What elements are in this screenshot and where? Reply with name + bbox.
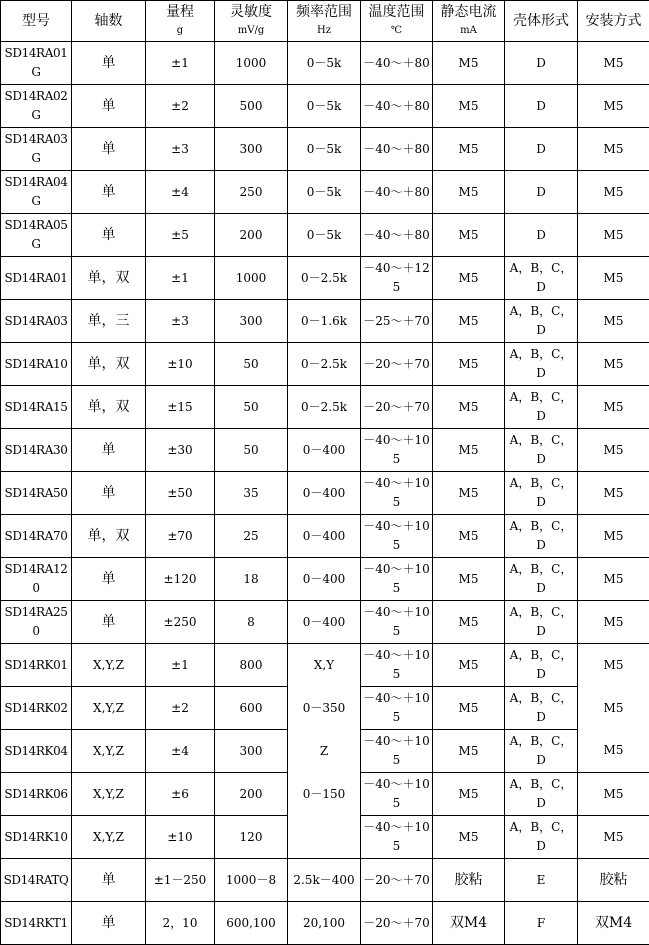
model-cell: SD14RA04G bbox=[1, 171, 72, 214]
temperature-cell: －40～＋105 bbox=[361, 773, 433, 816]
temperature-cell: －40～＋105 bbox=[361, 816, 433, 859]
model-cell: SD14RA250 bbox=[1, 601, 72, 644]
sensitivity-cell: 1000 bbox=[215, 257, 288, 300]
axes-cell: 单 bbox=[72, 558, 146, 601]
housing-cell: A，B，C，D bbox=[505, 386, 578, 429]
mounting-cell: M5 bbox=[578, 601, 649, 644]
mounting-cell: M5 bbox=[578, 343, 649, 386]
frequency-cell: 0－1.6k bbox=[288, 300, 361, 343]
table-row bbox=[1, 601, 649, 644]
range-cell: ±1 bbox=[146, 42, 215, 85]
table-row bbox=[1, 42, 649, 85]
header-model: 型号 bbox=[1, 1, 72, 42]
temperature-cell: －20～＋70 bbox=[361, 386, 433, 429]
mounting-cell: M5 bbox=[578, 558, 649, 601]
axes-cell: 单，三 bbox=[72, 300, 146, 343]
model-cell: SD14RA10 bbox=[1, 343, 72, 386]
axes-cell: X,Y,Z bbox=[72, 773, 146, 816]
sensitivity-cell: 600 bbox=[215, 687, 288, 730]
sensitivity-cell: 35 bbox=[215, 472, 288, 515]
mounting-cell: M5 bbox=[578, 128, 649, 171]
sensitivity-cell: 500 bbox=[215, 85, 288, 128]
header-housing: 壳体形式 bbox=[505, 1, 578, 42]
housing-cell: E bbox=[505, 859, 578, 902]
range-cell: ±50 bbox=[146, 472, 215, 515]
model-cell: SD14RA50 bbox=[1, 472, 72, 515]
range-cell: ±6 bbox=[146, 773, 215, 816]
temperature-cell: －40～＋80 bbox=[361, 85, 433, 128]
current-cell: M5 bbox=[433, 429, 505, 472]
range-cell: ±5 bbox=[146, 214, 215, 257]
current-cell: 双M4 bbox=[433, 902, 505, 945]
header-temperature: 温度范围 ℃ bbox=[361, 1, 433, 42]
current-cell: M5 bbox=[433, 42, 505, 85]
axes-cell: 单 bbox=[72, 902, 146, 945]
current-cell: M5 bbox=[433, 214, 505, 257]
mounting-cell: M5 bbox=[578, 386, 649, 429]
housing-cell: A，B，C，D bbox=[505, 257, 578, 300]
range-cell: ±10 bbox=[146, 343, 215, 386]
frequency-cell: 0－400 bbox=[288, 601, 361, 644]
housing-cell: A，B，C，D bbox=[505, 687, 578, 730]
sensitivity-cell: 200 bbox=[215, 214, 288, 257]
temperature-cell: －20～＋70 bbox=[361, 902, 433, 945]
range-cell: ±1 bbox=[146, 644, 215, 687]
frequency-cell: 0－150 bbox=[288, 773, 361, 816]
range-cell: ±3 bbox=[146, 128, 215, 171]
axes-cell: X,Y,Z bbox=[72, 687, 146, 730]
table-row bbox=[1, 429, 649, 472]
sensitivity-cell: 300 bbox=[215, 300, 288, 343]
header-frequency: 频率范围 Hz bbox=[288, 1, 361, 42]
current-cell: M5 bbox=[433, 816, 505, 859]
model-cell: SD14RA15 bbox=[1, 386, 72, 429]
table-row bbox=[1, 214, 649, 257]
sensitivity-cell: 300 bbox=[215, 730, 288, 773]
mounting-cell: 胶粘 bbox=[578, 859, 649, 902]
mounting-cell: M5 bbox=[578, 687, 649, 730]
range-cell: ±1－250 bbox=[146, 859, 215, 902]
table-row bbox=[1, 85, 649, 128]
frequency-cell: 0－5k bbox=[288, 171, 361, 214]
table-row bbox=[1, 816, 649, 859]
axes-cell: 单 bbox=[72, 214, 146, 257]
range-cell: ±10 bbox=[146, 816, 215, 859]
table-row bbox=[1, 859, 649, 902]
table-row bbox=[1, 773, 649, 816]
axes-cell: 单，双 bbox=[72, 386, 146, 429]
temperature-cell: －40～＋105 bbox=[361, 515, 433, 558]
frequency-cell: 0－2.5k bbox=[288, 386, 361, 429]
model-cell: SD14RA05G bbox=[1, 214, 72, 257]
range-cell: ±3 bbox=[146, 300, 215, 343]
table-row bbox=[1, 515, 649, 558]
model-cell: SD14RK10 bbox=[1, 816, 72, 859]
range-cell: ±70 bbox=[146, 515, 215, 558]
model-cell: SD14RA30 bbox=[1, 429, 72, 472]
model-cell: SD14RA01G bbox=[1, 42, 72, 85]
axes-cell: 单 bbox=[72, 859, 146, 902]
range-cell: ±2 bbox=[146, 687, 215, 730]
table-row bbox=[1, 128, 649, 171]
frequency-cell: 0－400 bbox=[288, 472, 361, 515]
temperature-cell: －40～＋105 bbox=[361, 687, 433, 730]
frequency-cell: 20,100 bbox=[288, 902, 361, 945]
model-cell: SD14RKT1 bbox=[1, 902, 72, 945]
housing-cell: A，B，C，D bbox=[505, 429, 578, 472]
temperature-cell: －40～＋105 bbox=[361, 558, 433, 601]
sensitivity-cell: 300 bbox=[215, 128, 288, 171]
frequency-cell bbox=[288, 816, 361, 859]
sensitivity-cell: 50 bbox=[215, 386, 288, 429]
sensitivity-cell: 1000 bbox=[215, 42, 288, 85]
model-cell: SD14RA03 bbox=[1, 300, 72, 343]
axes-cell: 单 bbox=[72, 128, 146, 171]
housing-cell: A，B，C，D bbox=[505, 730, 578, 773]
range-cell: ±30 bbox=[146, 429, 215, 472]
current-cell: M5 bbox=[433, 171, 505, 214]
range-cell: ±15 bbox=[146, 386, 215, 429]
temperature-cell: －40～＋105 bbox=[361, 429, 433, 472]
current-cell: M5 bbox=[433, 300, 505, 343]
axes-cell: X,Y,Z bbox=[72, 644, 146, 687]
frequency-cell: 0－350 bbox=[288, 687, 361, 730]
frequency-cell: 0－5k bbox=[288, 42, 361, 85]
housing-cell: D bbox=[505, 214, 578, 257]
current-cell: M5 bbox=[433, 601, 505, 644]
axes-cell: 单 bbox=[72, 42, 146, 85]
header-current: 静态电流 mA bbox=[433, 1, 505, 42]
mounting-cell: M5 bbox=[578, 429, 649, 472]
range-cell: ±1 bbox=[146, 257, 215, 300]
mounting-cell: M5 bbox=[578, 472, 649, 515]
range-cell: ±4 bbox=[146, 730, 215, 773]
frequency-cell: 0－400 bbox=[288, 515, 361, 558]
model-cell: SD14RA01 bbox=[1, 257, 72, 300]
frequency-cell: 2.5k－400 bbox=[288, 859, 361, 902]
axes-cell: X,Y,Z bbox=[72, 816, 146, 859]
temperature-cell: －40～＋105 bbox=[361, 644, 433, 687]
model-cell: SD14RK01 bbox=[1, 644, 72, 687]
current-cell: M5 bbox=[433, 386, 505, 429]
housing-cell: D bbox=[505, 85, 578, 128]
frequency-cell: 0－400 bbox=[288, 429, 361, 472]
temperature-cell: －25～＋70 bbox=[361, 300, 433, 343]
sensitivity-cell: 600,100 bbox=[215, 902, 288, 945]
sensitivity-cell: 250 bbox=[215, 171, 288, 214]
model-cell: SD14RA03G bbox=[1, 128, 72, 171]
housing-cell: A，B，C，D bbox=[505, 515, 578, 558]
current-cell: M5 bbox=[433, 85, 505, 128]
sensitivity-cell: 200 bbox=[215, 773, 288, 816]
axes-cell: 单 bbox=[72, 429, 146, 472]
axes-cell: 单 bbox=[72, 85, 146, 128]
sensitivity-cell: 50 bbox=[215, 343, 288, 386]
housing-cell: A，B，C，D bbox=[505, 816, 578, 859]
housing-cell: D bbox=[505, 171, 578, 214]
mounting-cell: M5 bbox=[578, 300, 649, 343]
model-cell: SD14RATQ bbox=[1, 859, 72, 902]
mounting-cell: M5 bbox=[578, 816, 649, 859]
current-cell: M5 bbox=[433, 773, 505, 816]
current-cell: M5 bbox=[433, 644, 505, 687]
housing-cell: A，B，C，D bbox=[505, 644, 578, 687]
header-mounting: 安装方式 bbox=[578, 1, 649, 42]
model-cell: SD14RA02G bbox=[1, 85, 72, 128]
current-cell: M5 bbox=[433, 343, 505, 386]
table-row bbox=[1, 644, 649, 687]
table-row bbox=[1, 687, 649, 730]
frequency-cell: 0－400 bbox=[288, 558, 361, 601]
mounting-cell: M5 bbox=[578, 42, 649, 85]
table-row bbox=[1, 730, 649, 773]
table-body bbox=[1, 42, 649, 945]
housing-cell: D bbox=[505, 128, 578, 171]
temperature-cell: －20～＋70 bbox=[361, 343, 433, 386]
mounting-cell: M5 bbox=[578, 171, 649, 214]
housing-cell: A，B，C，D bbox=[505, 343, 578, 386]
model-cell: SD14RA120 bbox=[1, 558, 72, 601]
frequency-cell: 0－5k bbox=[288, 128, 361, 171]
current-cell: M5 bbox=[433, 515, 505, 558]
sensitivity-cell: 50 bbox=[215, 429, 288, 472]
table-row bbox=[1, 558, 649, 601]
temperature-cell: －40～＋105 bbox=[361, 472, 433, 515]
model-cell: SD14RK02 bbox=[1, 687, 72, 730]
housing-cell: A，B，C，D bbox=[505, 773, 578, 816]
temperature-cell: －40～＋80 bbox=[361, 42, 433, 85]
temperature-cell: －40～＋105 bbox=[361, 730, 433, 773]
axes-cell: 单 bbox=[72, 472, 146, 515]
current-cell: 胶粘 bbox=[433, 859, 505, 902]
temperature-cell: －40～＋125 bbox=[361, 257, 433, 300]
temperature-cell: －20～＋70 bbox=[361, 859, 433, 902]
range-cell: ±250 bbox=[146, 601, 215, 644]
header-row bbox=[1, 1, 649, 42]
housing-cell: A，B，C，D bbox=[505, 558, 578, 601]
temperature-cell: －40～＋80 bbox=[361, 128, 433, 171]
table-row bbox=[1, 472, 649, 515]
current-cell: M5 bbox=[433, 128, 505, 171]
table-row bbox=[1, 902, 649, 945]
table-row bbox=[1, 257, 649, 300]
frequency-cell: X,Y bbox=[288, 644, 361, 687]
frequency-cell: 0－2.5k bbox=[288, 257, 361, 300]
axes-cell: 单 bbox=[72, 171, 146, 214]
axes-cell: X,Y,Z bbox=[72, 730, 146, 773]
range-cell: ±4 bbox=[146, 171, 215, 214]
range-cell: 2，10 bbox=[146, 902, 215, 945]
sensitivity-cell: 1000－8 bbox=[215, 859, 288, 902]
mounting-cell: M5 bbox=[578, 257, 649, 300]
sensitivity-cell: 800 bbox=[215, 644, 288, 687]
sensitivity-cell: 120 bbox=[215, 816, 288, 859]
mounting-cell: M5 bbox=[578, 644, 649, 687]
frequency-cell: 0－5k bbox=[288, 85, 361, 128]
axes-cell: 单，双 bbox=[72, 257, 146, 300]
table-row bbox=[1, 171, 649, 214]
sensitivity-cell: 18 bbox=[215, 558, 288, 601]
mounting-cell: M5 bbox=[578, 214, 649, 257]
frequency-cell: 0－2.5k bbox=[288, 343, 361, 386]
model-cell: SD14RK04 bbox=[1, 730, 72, 773]
header-range: 量程 g bbox=[146, 1, 215, 42]
header-sensitivity: 灵敏度 mV/g bbox=[215, 1, 288, 42]
mounting-cell: M5 bbox=[578, 515, 649, 558]
axes-cell: 单，双 bbox=[72, 343, 146, 386]
mounting-cell: 双M4 bbox=[578, 902, 649, 945]
model-cell: SD14RA70 bbox=[1, 515, 72, 558]
axes-cell: 单，双 bbox=[72, 515, 146, 558]
model-cell: SD14RK06 bbox=[1, 773, 72, 816]
housing-cell: F bbox=[505, 902, 578, 945]
sensitivity-cell: 25 bbox=[215, 515, 288, 558]
table-row bbox=[1, 343, 649, 386]
mounting-cell: M5 bbox=[578, 730, 649, 773]
current-cell: M5 bbox=[433, 558, 505, 601]
current-cell: M5 bbox=[433, 257, 505, 300]
axes-cell: 单 bbox=[72, 601, 146, 644]
temperature-cell: －40～＋80 bbox=[361, 171, 433, 214]
current-cell: M5 bbox=[433, 687, 505, 730]
temperature-cell: －40～＋80 bbox=[361, 214, 433, 257]
housing-cell: A，B，C，D bbox=[505, 601, 578, 644]
range-cell: ±120 bbox=[146, 558, 215, 601]
table-row bbox=[1, 300, 649, 343]
range-cell: ±2 bbox=[146, 85, 215, 128]
housing-cell: D bbox=[505, 42, 578, 85]
header-axes: 轴数 bbox=[72, 1, 146, 42]
current-cell: M5 bbox=[433, 730, 505, 773]
frequency-cell: Z bbox=[288, 730, 361, 773]
table-row bbox=[1, 386, 649, 429]
mounting-cell: M5 bbox=[578, 773, 649, 816]
housing-cell: A，B，C，D bbox=[505, 300, 578, 343]
mounting-cell: M5 bbox=[578, 85, 649, 128]
sensitivity-cell: 8 bbox=[215, 601, 288, 644]
current-cell: M5 bbox=[433, 472, 505, 515]
temperature-cell: －40～＋105 bbox=[361, 601, 433, 644]
housing-cell: A，B，C，D bbox=[505, 472, 578, 515]
frequency-cell: 0－5k bbox=[288, 214, 361, 257]
